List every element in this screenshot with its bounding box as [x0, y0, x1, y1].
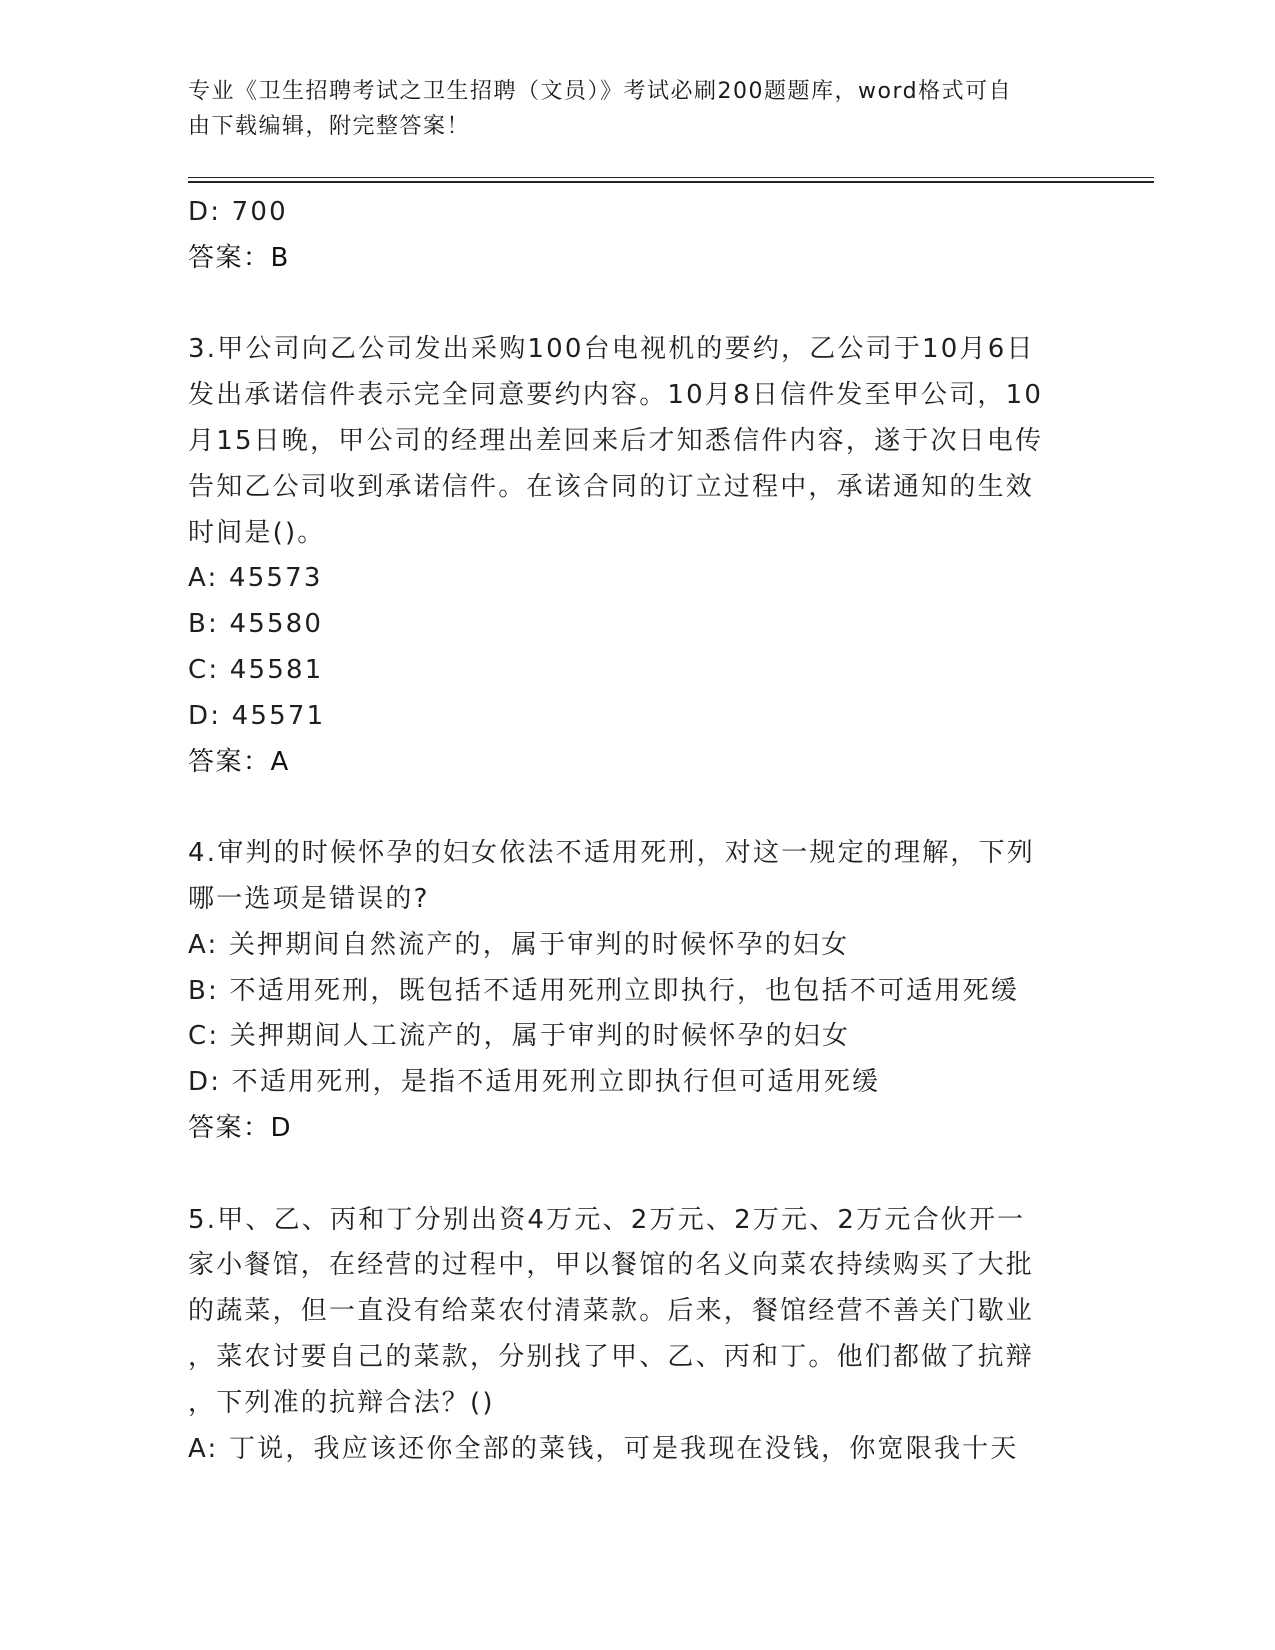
spacer: [188, 282, 1088, 328]
header-line-1: 专业《卫生招聘考试之卫生招聘（文员）》考试必刷200题题库，word格式可自: [188, 79, 1013, 104]
q4-answer: 答案：D: [188, 1112, 293, 1143]
spacer: [188, 785, 1088, 831]
q5-stem-line: 家小餐馆，在经营的过程中，甲以餐馆的名义向菜农持续购买了大批: [188, 1250, 1035, 1281]
q5-option-a: A: 丁说，我应该还你全部的菜钱，可是我现在没钱，你宽限我十天: [188, 1433, 1019, 1464]
q3-stem-line: 时间是()。: [188, 517, 326, 548]
q4-option-c: C: 关押期间人工流产的，属于审判的时候怀孕的妇女: [188, 1021, 851, 1052]
q2-answer: 答案：B: [188, 242, 290, 273]
q3-option-d: D: 45571: [188, 700, 326, 731]
q3-stem-line: 发出承诺信件表示完全同意要约内容。10月8日信件发至甲公司，10: [188, 380, 1044, 411]
document-header: [188, 74, 1068, 144]
header-divider-thin: [188, 177, 1154, 178]
q5-stem-line: ，菜农讨要自己的菜款，分别找了甲、乙、丙和丁。他们都做了抗辩: [188, 1341, 1035, 1372]
document-body: [188, 190, 1088, 1472]
q5-stem-line: ，下列准的抗辩合法？(): [188, 1387, 495, 1418]
q4-option-b: B: 不适用死刑，既包括不适用死刑立即执行，也包括不可适用死缓: [188, 975, 1020, 1006]
q3-stem-line: 月15日晚，甲公司的经理出差回来后才知悉信件内容，遂于次日电传: [188, 425, 1044, 456]
q4-stem-line: 哪一选项是错误的?: [188, 883, 430, 914]
q2-option-d: D: 700: [188, 197, 288, 227]
question-3: [188, 327, 1088, 785]
q4-stem-line: 4.审判的时候怀孕的妇女依法不适用死刑，对这一规定的理解，下列: [188, 838, 1036, 869]
q4-option-d: D: 不适用死刑，是指不适用死刑立即执行但可适用死缓: [188, 1067, 881, 1098]
q3-option-a: A: 45573: [188, 563, 323, 594]
spacer: [188, 1152, 1088, 1198]
q5-stem-line: 5.甲、乙、丙和丁分别出资4万元、2万元、2万元、2万元合伙开一: [188, 1204, 1026, 1235]
question-5: [188, 1198, 1088, 1473]
header-line-2: 由下载编辑，附完整答案！: [188, 114, 471, 139]
q3-option-c: C: 45581: [188, 654, 324, 685]
question-4: [188, 831, 1088, 1152]
header-divider-thick: [188, 181, 1154, 183]
q5-stem-line: 的蔬菜，但一直没有给菜农付清菜款。后来，餐馆经营不善关门歇业: [188, 1296, 1035, 1327]
q3-answer: 答案：A: [188, 746, 290, 777]
q3-option-b: B: 45580: [188, 609, 324, 640]
q4-option-a: A: 关押期间自然流产的，属于审判的时候怀孕的妇女: [188, 929, 850, 960]
q3-stem-line: 告知乙公司收到承诺信件。在该合同的订立过程中，承诺通知的生效: [188, 471, 1035, 502]
q3-stem-line: 3.甲公司向乙公司发出采购100台电视机的要约，乙公司于10月6日: [188, 334, 1035, 365]
